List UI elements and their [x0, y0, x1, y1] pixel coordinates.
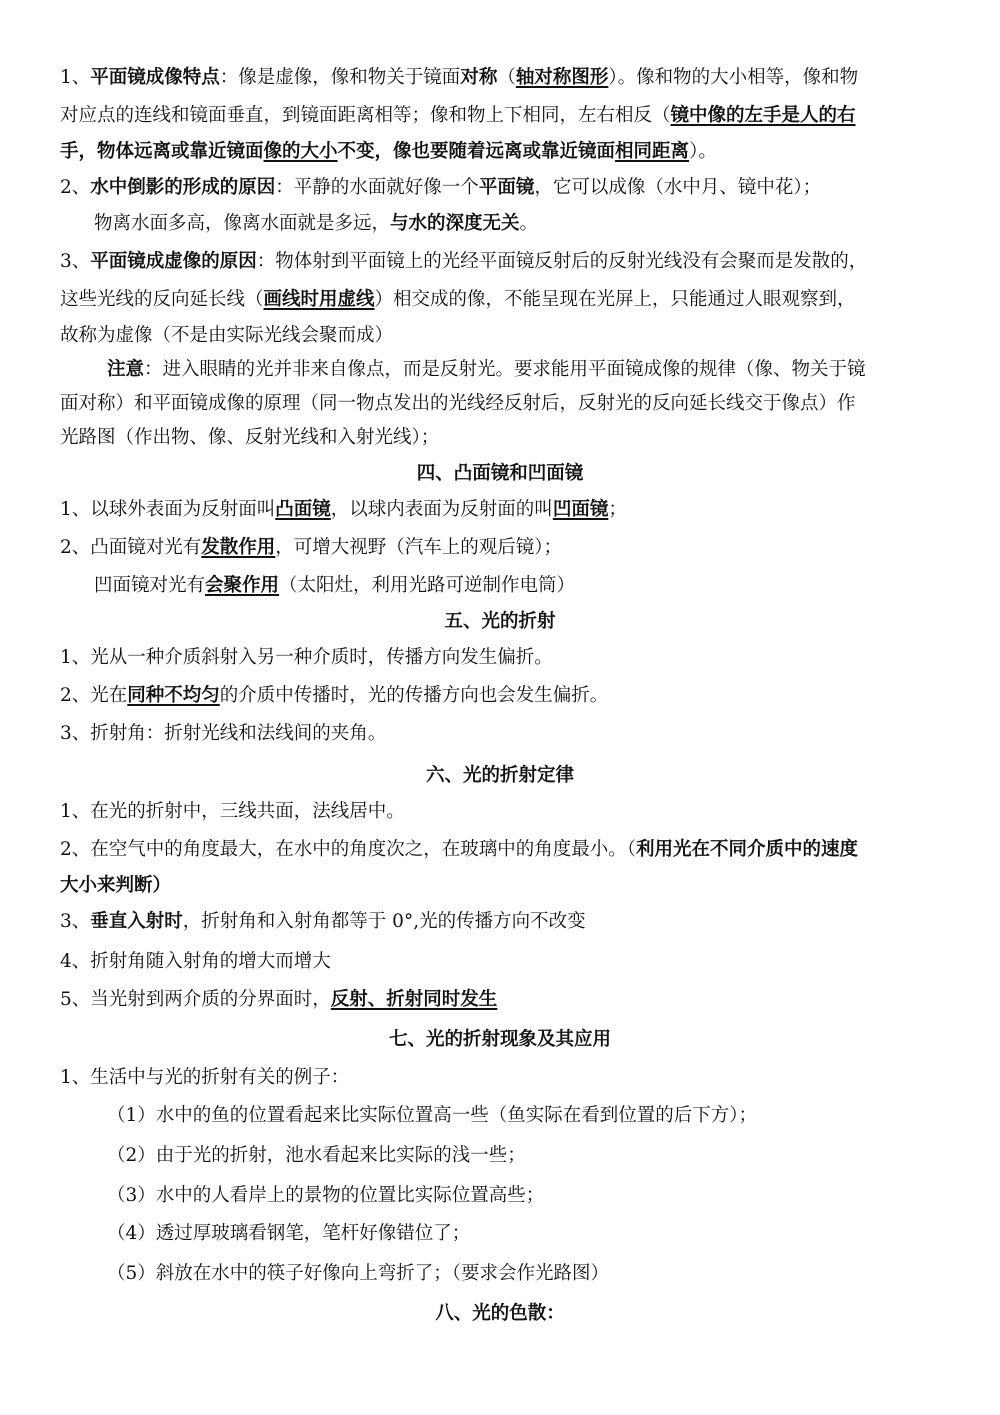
mirror-point-1-line-1: 1、平面镜成像特点：像是虚像，像和物关于镜面对称（轴对称图形）。像和物的大小相等，像和物 [60, 67, 859, 88]
section-title-refraction: 五、光的折射 [444, 611, 556, 632]
reflection-cause-line-1: 2、水中倒影的形成的原因：平静的水面就好像一个平面镜，它可以成像（水中月、镜中花）； [60, 177, 822, 198]
application-item: （4）透过厚玻璃看钢笔，笔杆好像错位了； [107, 1223, 471, 1244]
virtual-image-cause-line-2: 这些光线的反向延长线（画线时用虚线）相交成的像，不能呈现在光屏上，只能通过人眼观察到， [60, 289, 856, 310]
mirror-point-1-line-2: 对应点的连线和镜面垂直，到镜面距离相等；像和物上下相同，左右相反（镜中像的左手是人的右 [60, 105, 856, 126]
mirror-point-1-line-3: 手，物体远离或靠近镜面像的大小不变，像也要随着远离或靠近镜面相同距离）。 [60, 141, 717, 162]
virtual-image-cause-line-3: 故称为虚像（不是由实际光线会聚而成） [60, 325, 394, 346]
refraction-law-line-3: 大小来判断） [60, 875, 172, 896]
applications-intro: 1、生活中与光的折射有关的例子： [60, 1067, 350, 1088]
application-item: （2）由于光的折射，池水看起来比实际的浅一些； [107, 1145, 526, 1166]
reflection-cause-line-2: 物离水面多高，像离水面就是多远，与水的深度无关。 [94, 213, 539, 234]
refraction-law-line-5: 4、折射角随入射角的增大而增大 [60, 951, 331, 972]
section-title-refraction-law: 六、光的折射定律 [425, 765, 574, 786]
application-item: （5）斜放在水中的筷子好像向上弯折了；（要求会作光路图） [107, 1263, 610, 1284]
note-line-3: 光路图（作出物、像、反射光线和入射光线）； [60, 427, 440, 448]
application-item: （3）水中的人看岸上的景物的位置比实际位置高些； [107, 1185, 545, 1206]
refraction-law-line-6: 5、当光射到两介质的分界面时，反射、折射同时发生 [60, 989, 498, 1010]
convex-concave-line-3: 凹面镜对光有会聚作用（太阳灶，利用光路可逆制作电筒） [94, 575, 576, 596]
refraction-law-line-1: 1、在光的折射中，三线共面，法线居中。 [60, 801, 405, 822]
section-title-convex-concave: 四、凸面镜和凹面镜 [416, 463, 584, 484]
refraction-line-1: 1、光从一种介质斜射入另一种介质时，传播方向发生偏折。 [60, 647, 553, 668]
convex-concave-line-1: 1、以球外表面为反射面叫凸面镜，以球内表面为反射面的叫凹面镜； [60, 499, 627, 520]
note-line-2: 面对称）和平面镜成像的原理（同一物点发出的光线经反射后，反射光的反向延长线交于像点）作 [60, 393, 856, 414]
virtual-image-cause-line-1: 3、平面镜成虚像的原因：物体射到平面镜上的光经平面镜反射后的反射光线没有会聚而是发散的， [60, 251, 868, 272]
refraction-law-line-2: 2、在空气中的角度最大，在水中的角度次之，在玻璃中的角度最小。（利用光在不同介质中的速度 [60, 839, 859, 860]
section-title-refraction-applications: 七、光的折射现象及其应用 [388, 1029, 611, 1050]
refraction-line-3: 3、折射角：折射光线和法线间的夹角。 [60, 723, 387, 744]
application-item: （1）水中的鱼的位置看起来比实际位置高一些（鱼实际在看到位置的后下方）； [107, 1105, 758, 1126]
refraction-law-line-4: 3、垂直入射时，折射角和入射角都等于 0°,光的传播方向不改变 [60, 911, 586, 932]
section-title-dispersion: 八、光的色散： [435, 1303, 565, 1324]
refraction-line-2: 2、光在同种不均匀的介质中传播时，光的传播方向也会发生偏折。 [60, 685, 609, 706]
convex-concave-line-2: 2、凸面镜对光有发散作用，可增大视野（汽车上的观后镜）； [60, 537, 563, 558]
note-line-1: 注意：进入眼睛的光并非来自像点，而是反射光。要求能用平面镜成像的规律（像、物关于镜 [107, 359, 866, 380]
